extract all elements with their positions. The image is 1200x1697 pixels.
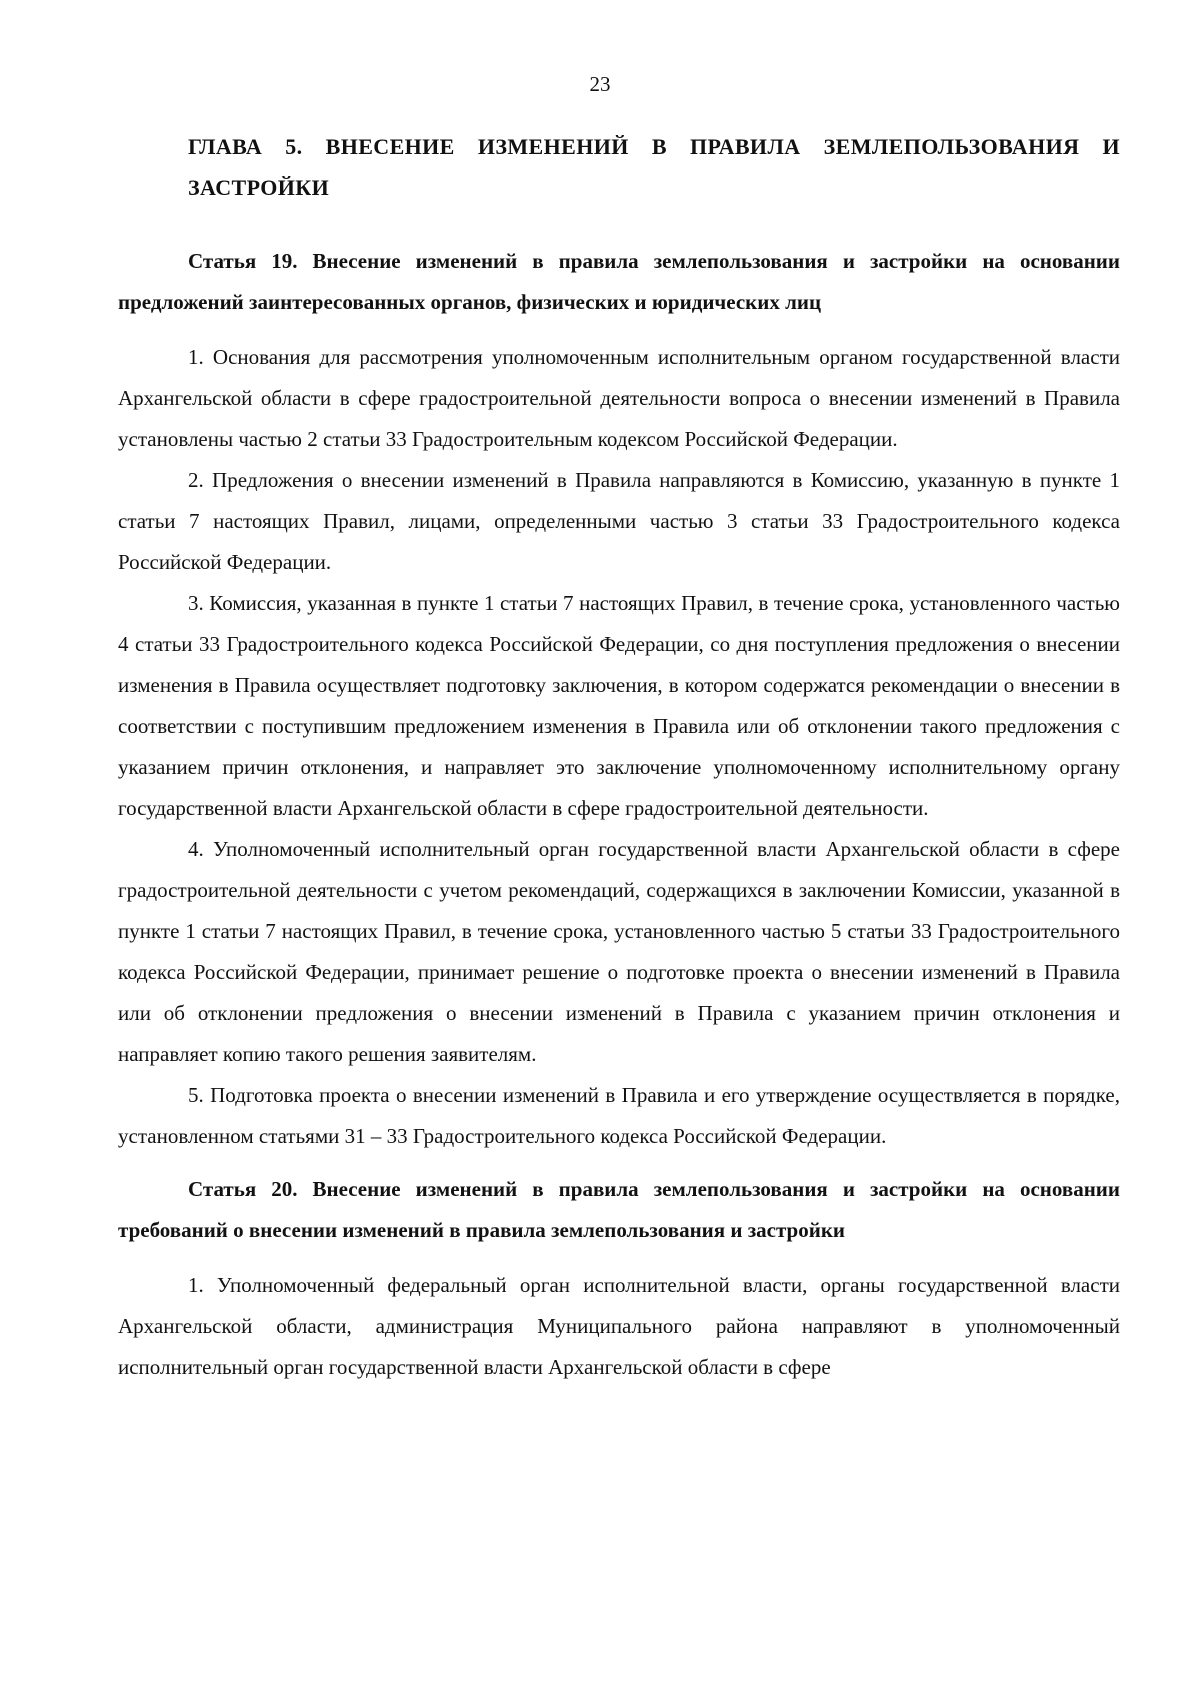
article-19-title: Статья 19. Внесение изменений в правила землепользования и застройки на основании предложений заинтересованных органов, физических и юридических лиц [118,249,1120,314]
chapter-title: ГЛАВА 5. ВНЕСЕНИЕ ИЗМЕНЕНИЙ В ПРАВИЛА ЗЕМЛЕПОЛЬЗОВАНИЯ И ЗАСТРОЙКИ [188,134,1120,200]
article-19-paragraph-1: 1. Основания для рассмотрения уполномоченным исполнительным органом государственной власти Архангельской области в сфере градостроительной деятельности вопроса о внесении изменений в Правила установлены частью 2 статьи 33 Градостроительным кодексом Российской Федерации. [118,345,1120,451]
article-20-paragraph-1: 1. Уполномоченный федеральный орган исполнительной власти, органы государственной власти Архангельской области, администрация Муниципального района направляют в уполномоченный исполнительный орган государственной власти Архангельской области в сфере [118,1273,1120,1379]
article-19-paragraph-5: 5. Подготовка проекта о внесении изменений в Правила и его утверждение осуществляется в порядке, установленном статьями 31 – 33 Градостроительного кодекса Российской Федерации. [118,1083,1120,1148]
article-19-paragraph-3: 3. Комиссия, указанная в пункте 1 статьи 7 настоящих Правил, в течение срока, установленного частью 4 статьи 33 Градостроительного кодекса Российской Федерации, со дня поступления предложения о внесении изменения в Правила осуществляет подготовку заключения, в котором содержатся рекомендации о внесении в соответствии с поступившим предложением изменения в Правила или об отклонении такого предложения с указанием причин отклонения, и направляет это заключение уполномоченному исполнительному органу государственной власти Архангельской области в сфере градостроительной деятельности. [118,591,1120,820]
article-20-title: Статья 20. Внесение изменений в правила землепользования и застройки на основании требований о внесении изменений в правила землепользования и застройки [118,1177,1120,1242]
article-19-paragraph-2: 2. Предложения о внесении изменений в Правила направляются в Комиссию, указанную в пункте 1 статьи 7 настоящих Правил, лицами, определенными частью 3 статьи 33 Градостроительного кодекса Российской Федерации. [118,468,1120,574]
page-content [118,126,1120,1388]
article-19-paragraph-4: 4. Уполномоченный исполнительный орган государственной власти Архангельской области в сфере градостроительной деятельности с учетом рекомендаций, содержащихся в заключении Комиссии, указанной в пункте 1 статьи 7 настоящих Правил, в течение срока, установленного частью 5 статьи 33 Градостроительного кодекса Российской Федерации, принимает решение о подготовке проекта о внесении изменений в Правила или об отклонении предложения о внесении изменений в Правила с указанием причин отклонения и направляет копию такого решения заявителям. [118,837,1120,1066]
page-number: 23 [589,72,611,96]
